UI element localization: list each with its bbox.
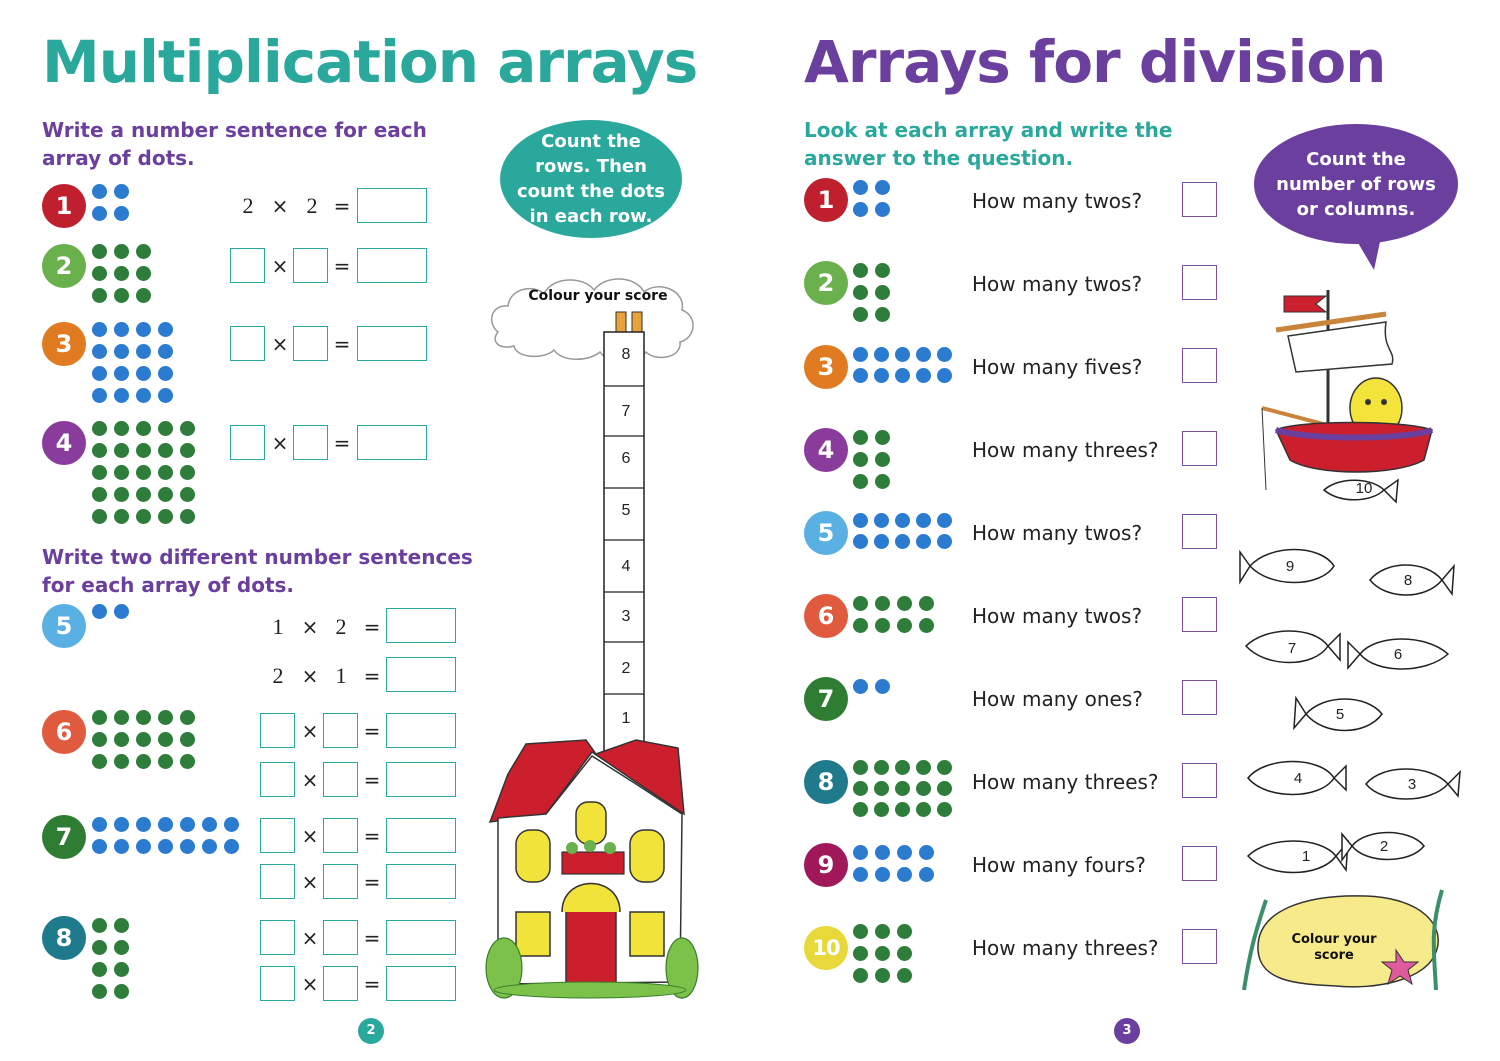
answer-box-9[interactable]	[1182, 846, 1217, 881]
left-page-number: 2	[358, 1018, 384, 1044]
tower-number-2[interactable]: 2	[621, 660, 631, 677]
right-array-8	[853, 760, 952, 817]
q2-factor-b-box[interactable]	[293, 248, 328, 283]
left-instruction-1: Write a number sentence for each array of dots.	[42, 118, 427, 170]
right-array-3	[853, 347, 952, 383]
q7b-equals: =	[363, 870, 381, 894]
badge-1: 1	[42, 184, 86, 228]
left-hint-bubble	[500, 120, 682, 238]
q6a-answer-box[interactable]	[386, 713, 456, 748]
badge-8: 8	[42, 916, 86, 960]
right-badge-1: 1	[804, 178, 848, 222]
q7b-factor-a-box[interactable]	[260, 864, 295, 899]
answer-box-4[interactable]	[1182, 431, 1217, 466]
q8a-factor-a-box[interactable]	[260, 920, 295, 955]
q3-factor-a-box[interactable]	[230, 326, 265, 361]
q6b-equals: =	[363, 768, 381, 792]
right-badge-2: 2	[804, 261, 848, 305]
q4-equals: =	[333, 431, 351, 455]
q7b-times: ×	[301, 870, 319, 894]
array-6	[92, 710, 195, 769]
tower-number-6[interactable]: 6	[621, 450, 631, 467]
tower-number-1[interactable]: 1	[621, 710, 631, 727]
right-array-10	[853, 924, 912, 983]
q7a-answer-box[interactable]	[386, 818, 456, 853]
q3-equals: =	[333, 332, 351, 356]
q5a-factor-a: 1	[272, 614, 284, 639]
right-badge-6: 6	[804, 594, 848, 638]
right-array-5	[853, 513, 952, 549]
q7a-factor-b-box[interactable]	[323, 818, 358, 853]
right-page-number: 3	[1114, 1018, 1140, 1044]
left-score-label: Colour your score	[528, 288, 668, 304]
question-5: How many twos?	[972, 521, 1143, 545]
q1-factor-a: 2	[242, 193, 254, 218]
q7a-equals: =	[363, 824, 381, 848]
tower-number-4[interactable]: 4	[621, 558, 631, 575]
answer-box-2[interactable]	[1182, 265, 1217, 300]
right-array-6	[853, 596, 934, 633]
question-2: How many twos?	[972, 272, 1143, 296]
q5b-equals: =	[363, 664, 381, 688]
q3-answer-box[interactable]	[357, 326, 427, 361]
q8b-factor-a-box[interactable]	[260, 966, 295, 1001]
q7a-factor-a-box[interactable]	[260, 818, 295, 853]
q6b-factor-b-box[interactable]	[323, 762, 358, 797]
right-badge-10: 10	[804, 926, 848, 970]
q6a-factor-a-box[interactable]	[260, 713, 295, 748]
fish-number-1[interactable]: 1	[1301, 848, 1311, 865]
q4-factor-a-box[interactable]	[230, 425, 265, 460]
q5b-factor-a: 2	[272, 663, 284, 688]
q5a-times: ×	[301, 615, 319, 639]
right-badge-5: 5	[804, 511, 848, 555]
right-badge-3: 3	[804, 345, 848, 389]
q7a-times: ×	[301, 824, 319, 848]
right-array-9	[853, 845, 934, 882]
tower-number-7[interactable]: 7	[621, 403, 631, 420]
q2-factor-a-box[interactable]	[230, 248, 265, 283]
right-array-4	[853, 430, 890, 489]
question-1: How many twos?	[972, 189, 1143, 213]
q6b-answer-box[interactable]	[386, 762, 456, 797]
q1-answer-box[interactable]	[357, 188, 427, 223]
q8a-factor-b-box[interactable]	[323, 920, 358, 955]
q1-equals: =	[333, 194, 351, 218]
q8b-equals: =	[363, 972, 381, 996]
answer-box-3[interactable]	[1182, 348, 1217, 383]
q1-times: ×	[271, 194, 289, 218]
array-8	[92, 918, 129, 999]
q5b-factor-b: 1	[335, 663, 347, 688]
tower-number-3[interactable]: 3	[621, 608, 631, 625]
q1-factor-b: 2	[306, 193, 318, 218]
fish-number-2[interactable]: 2	[1379, 838, 1389, 855]
fish-number-7[interactable]: 7	[1287, 640, 1297, 657]
badge-6: 6	[42, 710, 86, 754]
array-4	[92, 421, 195, 524]
q6b-factor-a-box[interactable]	[260, 762, 295, 797]
q6b-times: ×	[301, 768, 319, 792]
q6a-factor-b-box[interactable]	[323, 713, 358, 748]
q2-equals: =	[333, 254, 351, 278]
q8b-times: ×	[301, 972, 319, 996]
left-page-title: Multiplication arrays	[42, 28, 698, 96]
question-8: How many threes?	[972, 770, 1159, 794]
array-2	[92, 244, 151, 303]
right-array-1	[853, 180, 890, 217]
right-array-2	[853, 263, 890, 322]
fish-number-10[interactable]: 10	[1355, 480, 1373, 497]
fish-number-6[interactable]: 6	[1393, 646, 1403, 663]
badge-7: 7	[42, 815, 86, 859]
right-page-title: Arrays for division	[804, 28, 1386, 96]
question-7: How many ones?	[972, 687, 1143, 711]
q8a-equals: =	[363, 926, 381, 950]
q8a-times: ×	[301, 926, 319, 950]
array-7	[92, 817, 239, 854]
array-5	[92, 604, 129, 619]
q8a-answer-box[interactable]	[386, 920, 456, 955]
q5a-answer-box[interactable]	[386, 608, 456, 643]
answer-box-6[interactable]	[1182, 597, 1217, 632]
q8b-factor-b-box[interactable]	[323, 966, 358, 1001]
right-instruction: Look at each array and write the answer to the question.	[804, 118, 1173, 170]
answer-box-10[interactable]	[1182, 929, 1217, 964]
q2-times: ×	[271, 254, 289, 278]
fish-number-3[interactable]: 3	[1407, 776, 1417, 793]
question-9: How many fours?	[972, 853, 1146, 877]
question-4: How many threes?	[972, 438, 1159, 462]
boat-fish-illustration	[1236, 290, 1466, 1010]
array-3	[92, 322, 173, 403]
q2-answer-box[interactable]	[357, 248, 427, 283]
answer-box-8[interactable]	[1182, 763, 1217, 798]
q5a-factor-b: 2	[335, 614, 347, 639]
q7b-answer-box[interactable]	[386, 864, 456, 899]
q8b-answer-box[interactable]	[386, 966, 456, 1001]
question-6: How many twos?	[972, 604, 1143, 628]
q5b-answer-box[interactable]	[386, 657, 456, 692]
q4-times: ×	[271, 431, 289, 455]
answer-box-5[interactable]	[1182, 514, 1217, 549]
left-hint-text: Count the rows. Then count the dots in each row.	[517, 131, 665, 227]
badge-4: 4	[42, 421, 86, 465]
tower-number-8[interactable]: 8	[621, 346, 631, 363]
fish-number-8[interactable]: 8	[1403, 572, 1413, 589]
q5b-times: ×	[301, 664, 319, 688]
right-hint-bubble	[1254, 124, 1458, 244]
fish-number-5[interactable]: 5	[1335, 706, 1345, 723]
q4-factor-b-box[interactable]	[293, 425, 328, 460]
badge-5: 5	[42, 604, 86, 648]
array-1	[92, 184, 129, 221]
q4-answer-box[interactable]	[357, 425, 427, 460]
q3-factor-b-box[interactable]	[293, 326, 328, 361]
right-badge-4: 4	[804, 428, 848, 472]
answer-box-1[interactable]	[1182, 182, 1217, 217]
q3-times: ×	[271, 332, 289, 356]
question-3: How many fives?	[972, 355, 1143, 379]
right-badge-9: 9	[804, 843, 848, 887]
right-hint-text: Count the number of rows or columns.	[1276, 148, 1436, 220]
q6a-equals: =	[363, 719, 381, 743]
tower-number-5[interactable]: 5	[621, 502, 631, 519]
q5a-equals: =	[363, 615, 381, 639]
right-badge-8: 8	[804, 760, 848, 804]
right-array-7	[853, 679, 890, 694]
q7b-factor-b-box[interactable]	[323, 864, 358, 899]
answer-box-7[interactable]	[1182, 680, 1217, 715]
q6a-times: ×	[301, 719, 319, 743]
right-badge-7: 7	[804, 677, 848, 721]
badge-2: 2	[42, 244, 86, 288]
question-10: How many threes?	[972, 936, 1159, 960]
badge-3: 3	[42, 322, 86, 366]
left-instruction-2: Write two different number sentences for each array of dots.	[42, 545, 473, 597]
fish-number-4[interactable]: 4	[1293, 770, 1303, 787]
house-tower-illustration	[486, 262, 700, 1002]
right-score-label: Colour your score	[1291, 932, 1377, 963]
fish-number-9[interactable]: 9	[1285, 558, 1295, 575]
